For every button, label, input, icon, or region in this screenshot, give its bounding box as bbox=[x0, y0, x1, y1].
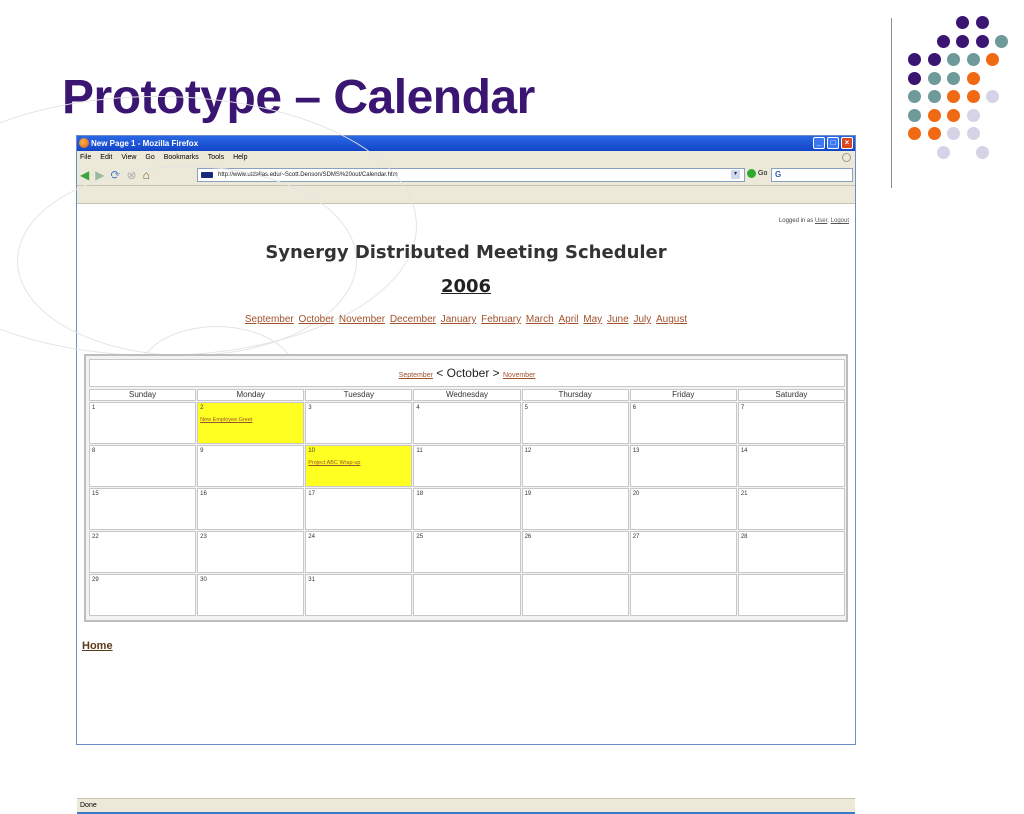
decorative-dot bbox=[956, 16, 969, 29]
day-number: 16 bbox=[200, 491, 207, 497]
weekday-header: Tuesday bbox=[305, 389, 412, 401]
status-text: Done bbox=[80, 802, 97, 809]
page-content bbox=[77, 206, 855, 809]
throbber-icon bbox=[842, 153, 851, 162]
menu-go[interactable]: Go bbox=[145, 154, 155, 161]
calendar-day-cell[interactable] bbox=[89, 574, 196, 616]
weekday-header: Sunday bbox=[89, 389, 196, 401]
calendar-day-cell[interactable] bbox=[630, 445, 737, 487]
day-number: 25 bbox=[416, 534, 424, 540]
calendar-day-cell[interactable] bbox=[197, 402, 304, 444]
decorative-dot bbox=[928, 72, 941, 85]
weekday-header: Wednesday bbox=[413, 389, 520, 401]
current-month-label: < October > bbox=[436, 366, 500, 380]
day-number: 3 bbox=[308, 405, 312, 411]
decorative-dot bbox=[947, 53, 960, 66]
close-button[interactable]: × bbox=[841, 137, 853, 149]
decorative-dot bbox=[947, 90, 960, 103]
day-number: 29 bbox=[92, 577, 99, 583]
search-input[interactable] bbox=[771, 168, 853, 182]
decorative-dot bbox=[976, 146, 989, 159]
event-link[interactable]: Project ABC Wrap-up bbox=[308, 460, 361, 466]
menu-edit[interactable]: Edit bbox=[100, 154, 113, 161]
calendar-day-cell[interactable] bbox=[738, 574, 845, 616]
calendar-day-cell[interactable] bbox=[197, 574, 304, 616]
day-number: 2 bbox=[200, 405, 204, 411]
month-link[interactable]: July bbox=[633, 314, 652, 325]
calendar-day-cell[interactable] bbox=[89, 402, 196, 444]
decorative-dot bbox=[908, 53, 921, 66]
calendar-day-cell[interactable] bbox=[89, 445, 196, 487]
site-title: Synergy Distributed Meeting Scheduler bbox=[265, 242, 667, 263]
day-number: 31 bbox=[308, 577, 315, 583]
menu-tools[interactable]: Tools bbox=[207, 154, 225, 161]
calendar-grid bbox=[89, 389, 845, 617]
maximize-button[interactable]: □ bbox=[827, 137, 839, 149]
decorative-dot bbox=[967, 109, 980, 122]
day-number: 23 bbox=[200, 534, 207, 540]
menu-file[interactable]: File bbox=[80, 154, 92, 161]
month-link[interactable]: February bbox=[481, 314, 522, 325]
menu-view[interactable]: View bbox=[121, 154, 137, 161]
month-link[interactable]: December bbox=[389, 314, 436, 325]
menu-bookmarks[interactable]: Bookmarks bbox=[163, 154, 199, 161]
month-link[interactable]: October bbox=[298, 314, 335, 325]
forward-arrow-icon[interactable]: ▶ bbox=[95, 167, 105, 182]
calendar-day-cell[interactable] bbox=[413, 488, 520, 530]
day-number: 10 bbox=[308, 448, 315, 454]
prev-month-link[interactable]: September bbox=[398, 372, 433, 379]
month-link[interactable]: November bbox=[338, 314, 386, 325]
day-number: 24 bbox=[308, 534, 315, 540]
home-icon[interactable]: ⌂ bbox=[142, 167, 150, 182]
decorative-dot bbox=[967, 72, 980, 85]
event-link[interactable]: New Employee Greet bbox=[200, 417, 253, 423]
logout-link[interactable]: Logout bbox=[830, 218, 849, 224]
month-link[interactable]: January bbox=[440, 314, 477, 325]
month-link[interactable]: June bbox=[606, 314, 629, 325]
decorative-dot bbox=[956, 35, 969, 48]
decorative-dot bbox=[947, 72, 960, 85]
search-engine-icon: G bbox=[775, 170, 782, 179]
calendar-day-cell[interactable] bbox=[89, 531, 196, 573]
day-number: 28 bbox=[740, 534, 748, 540]
calendar-day-cell[interactable] bbox=[413, 531, 520, 573]
day-number: 7 bbox=[740, 405, 745, 411]
day-number: 20 bbox=[632, 491, 640, 497]
next-month-link[interactable]: November bbox=[503, 372, 536, 379]
calendar-day-cell[interactable] bbox=[630, 531, 737, 573]
day-number: 4 bbox=[416, 405, 420, 411]
decorative-dot bbox=[908, 72, 921, 85]
weekday-header: Thursday bbox=[522, 389, 629, 401]
day-number: 19 bbox=[524, 491, 532, 497]
decorative-dot bbox=[937, 35, 950, 48]
day-number: 17 bbox=[308, 491, 315, 497]
calendar-day-cell[interactable] bbox=[738, 531, 845, 573]
month-links bbox=[77, 314, 855, 325]
chevron-down-icon[interactable]: ▾ bbox=[731, 170, 740, 179]
month-link[interactable]: May bbox=[583, 314, 603, 325]
day-number: 8 bbox=[92, 448, 96, 454]
day-number: 18 bbox=[416, 491, 424, 497]
day-number: 1 bbox=[92, 405, 96, 411]
calendar-day-cell[interactable] bbox=[630, 574, 737, 616]
month-link[interactable]: September bbox=[244, 314, 294, 325]
month-link[interactable]: August bbox=[656, 314, 688, 325]
calendar-day-cell[interactable] bbox=[738, 488, 845, 530]
minimize-button[interactable]: _ bbox=[813, 137, 825, 149]
calendar-day-cell[interactable] bbox=[630, 488, 737, 530]
decorative-dot bbox=[986, 53, 999, 66]
day-number: 5 bbox=[524, 405, 528, 411]
weekday-header: Friday bbox=[630, 389, 737, 401]
decorative-dot bbox=[967, 127, 980, 140]
decorative-dot-grid bbox=[900, 16, 1010, 166]
go-arrow-icon bbox=[747, 169, 756, 178]
logged-in-label: Logged in as bbox=[778, 218, 814, 224]
calendar-day-cell[interactable] bbox=[305, 531, 412, 573]
login-status: Logged in as User. Logout bbox=[778, 218, 849, 224]
day-number: 30 bbox=[200, 577, 207, 583]
calendar-day-cell[interactable] bbox=[413, 574, 520, 616]
day-number: 11 bbox=[416, 448, 423, 454]
calendar-day-cell[interactable] bbox=[197, 488, 304, 530]
calendar-day-cell[interactable] bbox=[305, 402, 412, 444]
back-arrow-icon[interactable]: ◀ bbox=[80, 167, 90, 182]
decorative-dot bbox=[995, 35, 1008, 48]
decorative-dot bbox=[908, 127, 921, 140]
decorative-dot bbox=[908, 90, 921, 103]
decorative-dot bbox=[937, 146, 950, 159]
decorative-dot bbox=[967, 53, 980, 66]
calendar-day-cell[interactable] bbox=[413, 402, 520, 444]
decorative-dot bbox=[928, 90, 941, 103]
weekday-header: Monday bbox=[197, 389, 304, 401]
day-number: 14 bbox=[740, 448, 748, 454]
decorative-dot bbox=[928, 109, 941, 122]
decorative-dot bbox=[967, 90, 980, 103]
day-number: 27 bbox=[632, 534, 640, 540]
decorative-dot bbox=[908, 109, 921, 122]
decorative-dot bbox=[928, 127, 941, 140]
calendar-day-cell[interactable] bbox=[630, 402, 737, 444]
calendar-day-cell[interactable] bbox=[522, 531, 629, 573]
calendar-day-cell[interactable] bbox=[522, 402, 629, 444]
decorative-dot bbox=[986, 90, 999, 103]
slide-title: Prototype – Calendar bbox=[62, 71, 535, 124]
calendar-day-cell[interactable] bbox=[305, 574, 412, 616]
calendar-day-cell[interactable] bbox=[738, 445, 845, 487]
decorative-dot bbox=[928, 53, 941, 66]
month-link[interactable]: April bbox=[558, 314, 579, 325]
decorative-dot bbox=[976, 16, 989, 29]
status-bar bbox=[77, 798, 855, 814]
calendar-day-cell[interactable] bbox=[305, 488, 412, 530]
day-number: 13 bbox=[632, 448, 640, 454]
calendar-header bbox=[89, 359, 845, 387]
day-number: 21 bbox=[740, 491, 748, 497]
weekday-header: Saturday bbox=[738, 389, 845, 401]
home-link[interactable]: Home bbox=[82, 640, 113, 652]
stop-icon[interactable]: ⊗ bbox=[126, 167, 137, 182]
year-heading[interactable]: 2006 bbox=[440, 276, 492, 297]
decorative-dot bbox=[947, 109, 960, 122]
go-button[interactable] bbox=[747, 169, 767, 178]
calendar-day-cell[interactable] bbox=[305, 445, 412, 487]
slide-divider bbox=[891, 18, 892, 188]
window-title: New Page 1 - Mozilla Firefox bbox=[91, 139, 199, 148]
calendar-day-cell[interactable] bbox=[197, 531, 304, 573]
decorative-dot bbox=[947, 127, 960, 140]
day-number: 9 bbox=[200, 448, 204, 454]
day-number: 12 bbox=[524, 448, 532, 454]
calendar-day-cell[interactable] bbox=[522, 445, 629, 487]
calendar-day-cell[interactable] bbox=[89, 488, 196, 530]
day-number: 26 bbox=[524, 534, 532, 540]
calendar bbox=[84, 354, 848, 622]
calendar-day-cell[interactable] bbox=[522, 574, 629, 616]
month-link[interactable]: March bbox=[525, 314, 554, 325]
decorative-dot bbox=[976, 35, 989, 48]
day-number: 15 bbox=[92, 491, 99, 497]
day-number: 22 bbox=[92, 534, 99, 540]
browser-window bbox=[76, 135, 856, 809]
menu-help[interactable]: Help bbox=[233, 154, 248, 161]
user-link[interactable]: User bbox=[814, 218, 828, 224]
go-label: Go bbox=[758, 170, 768, 177]
calendar-day-cell[interactable] bbox=[522, 488, 629, 530]
day-number: 6 bbox=[632, 405, 637, 411]
calendar-day-cell[interactable] bbox=[413, 445, 520, 487]
reload-icon[interactable]: ⟳ bbox=[110, 167, 121, 182]
calendar-day-cell[interactable] bbox=[197, 445, 304, 487]
calendar-day-cell[interactable] bbox=[738, 402, 845, 444]
address-bar-url: http://www.utdallas.edu/~Scott.Denson/SDMS%20out/Calendar.htm bbox=[218, 172, 398, 178]
